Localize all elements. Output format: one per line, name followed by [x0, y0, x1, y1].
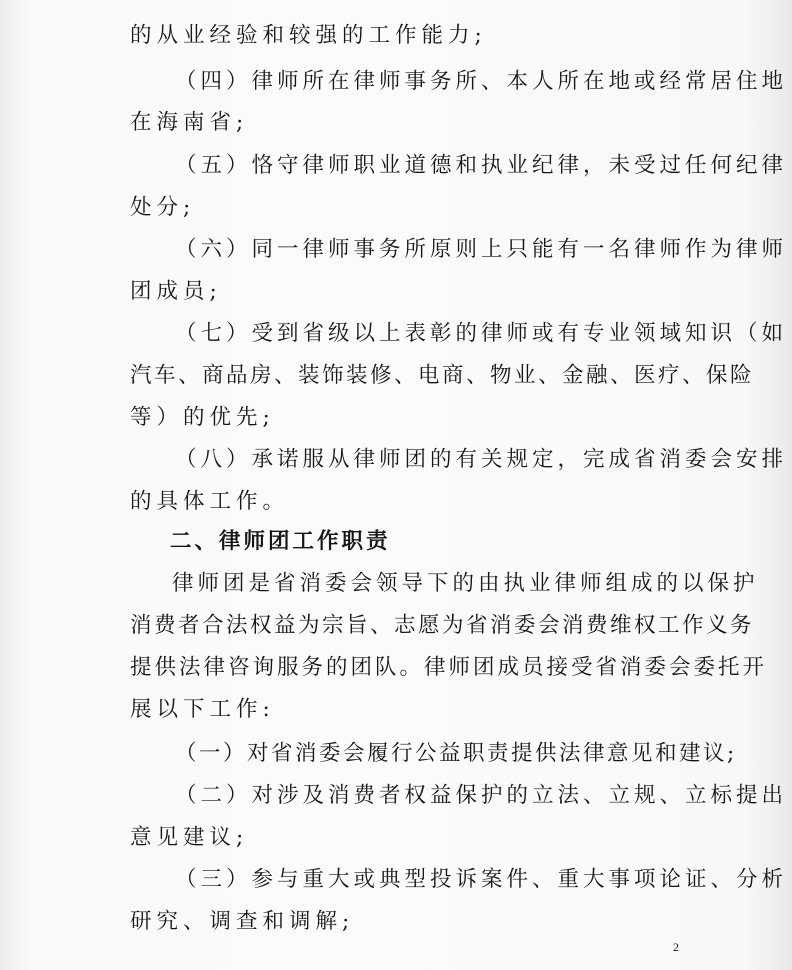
- text-line: 意见建议;: [130, 825, 249, 850]
- text-line: 研究、调查和调解;: [130, 909, 355, 934]
- text-line: （一）对省消委会履行公益职责提供法律意见和建议;: [175, 741, 737, 766]
- text-line: 律师团是省消委会领导下的由执业律师组成的以保护: [172, 571, 759, 596]
- text-line: （七）受到省级以上表彰的律师或有专业领域知识（如: [175, 321, 788, 346]
- page-number: 2: [673, 940, 679, 954]
- text-line: 汽车、商品房、装饰装修、电商、物业、金融、医疗、保险: [130, 363, 755, 388]
- text-line: （八）承诺服从律师团的有关规定，完成省消委会安排: [175, 447, 788, 472]
- text-line: 的从业经验和较强的工作能力;: [130, 23, 487, 48]
- text-line: （六）同一律师事务所原则上只能有一名律师作为律师: [175, 237, 788, 262]
- text-line: 等）的优先;: [130, 405, 275, 430]
- text-line: 在海南省;: [130, 110, 249, 135]
- text-line: （三）参与重大或典型投诉案件、重大事项论证、分析: [175, 867, 788, 892]
- text-line: 处分;: [130, 195, 196, 220]
- text-line: 的具体工作。: [130, 489, 290, 514]
- text-line: 提供法律咨询服务的团队。律师团成员接受省消委会委托开: [130, 655, 768, 680]
- text-line: 消费者合法权益为宗旨、志愿为省消委会消费维权工作义务: [130, 613, 755, 638]
- text-line: （二）对涉及消费者权益保护的立法、立规、立标提出: [175, 783, 788, 808]
- section-heading: 二、律师团工作职责: [170, 529, 391, 554]
- text-line: （四）律师所在律师事务所、本人所在地或经常居住地: [175, 69, 788, 94]
- text-line: 团成员;: [130, 279, 222, 304]
- text-line: 展以下工作:: [130, 697, 275, 722]
- text-line: （五）恪守律师职业道德和执业纪律，未受过任何纪律: [175, 153, 788, 178]
